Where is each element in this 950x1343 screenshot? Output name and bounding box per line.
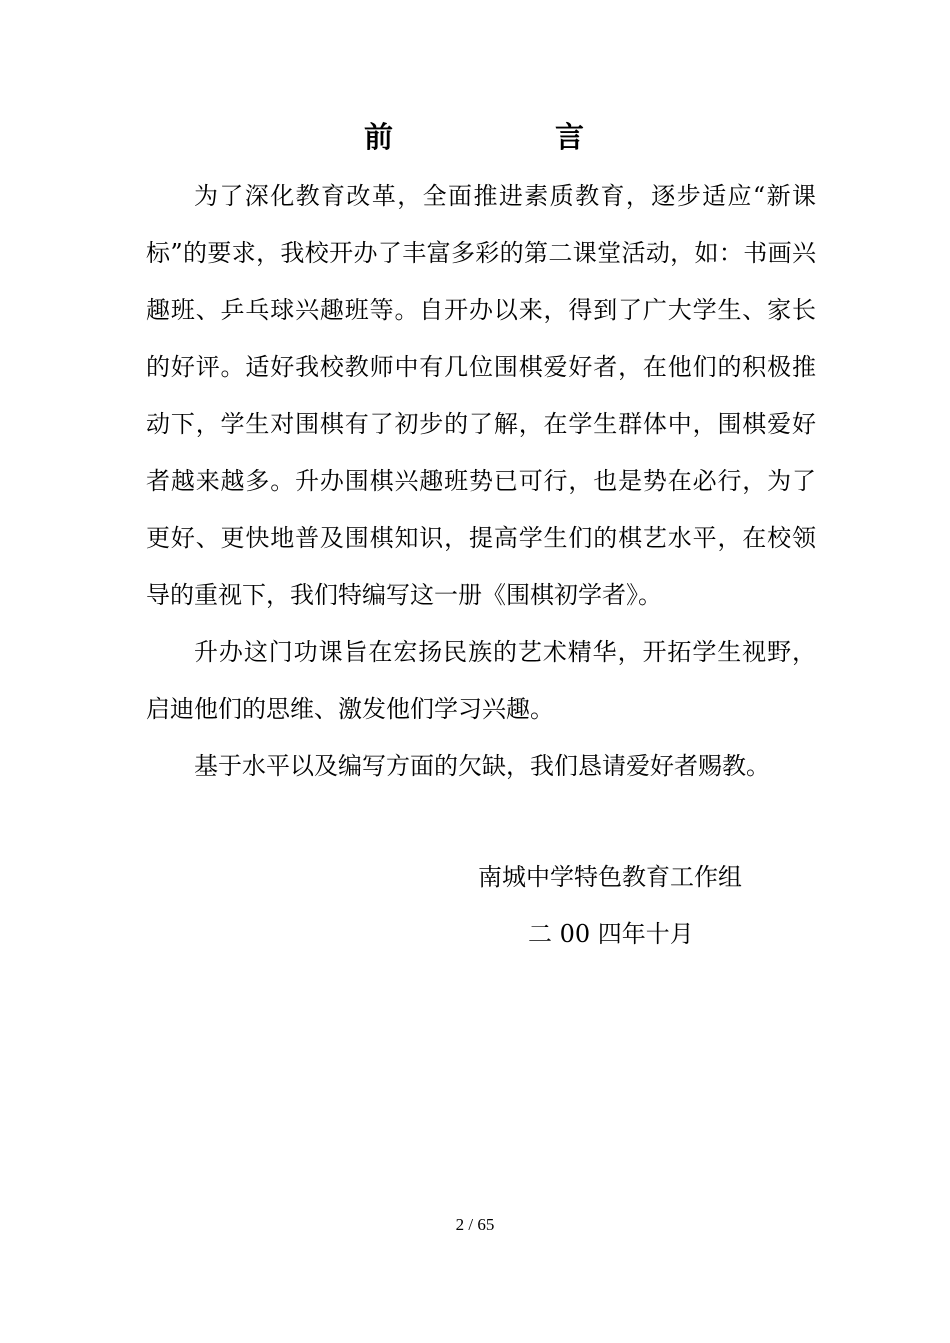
paragraph-purpose: 升办这门功课旨在宏扬民族的艺术精华，开拓学生视野，启迪他们的思维、激发他们学习兴趣。 (146, 638, 816, 723)
signature: 南城中学特色教育工作组 (478, 863, 742, 891)
page-number: 2 / 65 (455, 1215, 495, 1234)
title-char-1: 前 (364, 120, 394, 154)
body-text (146, 168, 816, 795)
title-char-2: 言 (555, 120, 585, 154)
paragraph-intro: 为了深化教育改革，全面推进素质教育，逐步适应“新课标”的要求，我校开办了丰富多彩的第二课堂活动，如：书画兴趣班、乒乓球兴趣班等。自开办以来，得到了广大学生、家长的好评。适好我校教师中有几位围棋爱好者，在他们的积极推动下，学生对围棋有了初步的了解，在学生群体中，围棋爱好者越来越多。升办围棋兴趣班势已可行，也是势在必行，为了更好、更快地普及围棋知识，提高学生们的棋艺水平，在校领导的重视下，我们特编写这一册《围棋初学者》。 (146, 182, 816, 609)
page-title (0, 112, 950, 162)
paragraph-request: 基于水平以及编写方面的欠缺，我们恳请爱好者赐教。 (194, 752, 770, 780)
date: 二 00 四年十月 (528, 920, 694, 948)
